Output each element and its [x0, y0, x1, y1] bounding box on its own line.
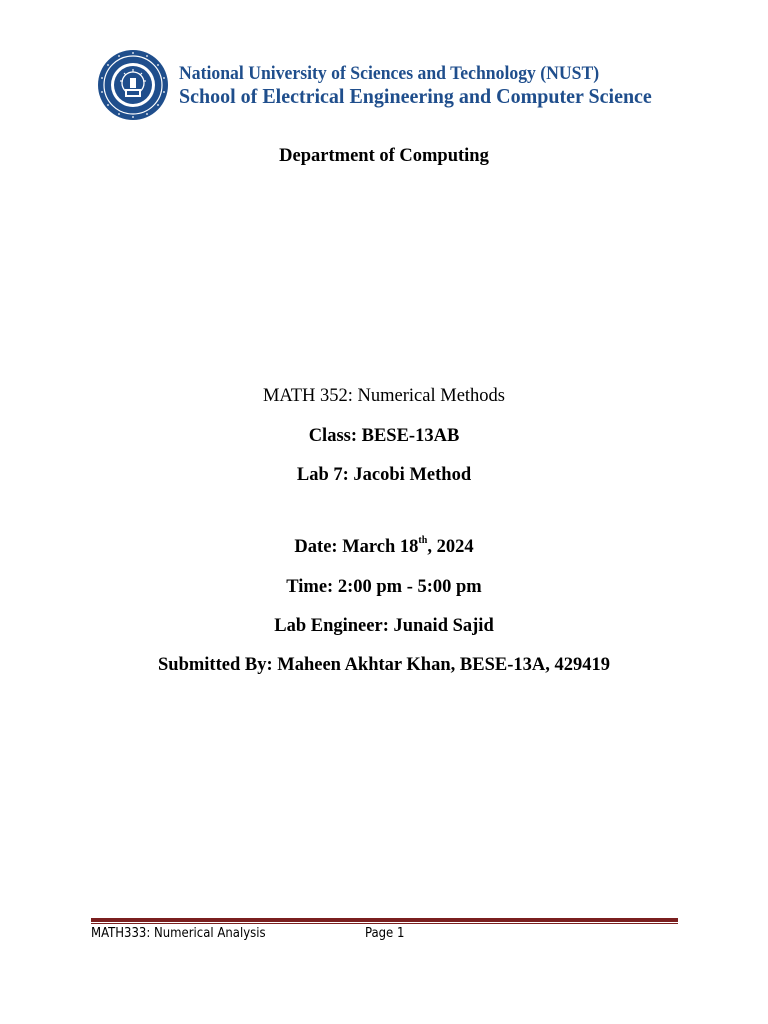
course-title: MATH 352: Numerical Methods	[262, 386, 505, 406]
school-name: School of Electrical Engineering and Computer Science	[179, 84, 652, 108]
footer-rule-thick	[91, 918, 678, 922]
page-number: Page 1	[365, 926, 405, 941]
submitted-by-line: Submitted By: Maheen Akhtar Khan, BESE-13A, 429419	[158, 655, 610, 675]
class-line: Class: BESE-13AB	[308, 426, 460, 446]
footer-rule-thin	[91, 923, 678, 924]
date-suffix: , 2024	[427, 537, 474, 557]
date-line	[0, 537, 768, 558]
lab-title: Lab 7: Jacobi Method	[296, 465, 472, 485]
university-name: National University of Sciences and Technology (NUST)	[179, 63, 600, 84]
date-prefix: Date: March 18	[294, 537, 419, 557]
department-title: Department of Computing	[279, 146, 489, 166]
nust-logo	[97, 49, 169, 121]
date-superscript: th	[418, 535, 428, 546]
time-line: Time: 2:00 pm - 5:00 pm	[286, 577, 482, 597]
footer-course: MATH333: Numerical Analysis	[91, 926, 266, 941]
institution-header	[179, 62, 687, 108]
lab-engineer-line: Lab Engineer: Junaid Sajid	[274, 616, 494, 636]
